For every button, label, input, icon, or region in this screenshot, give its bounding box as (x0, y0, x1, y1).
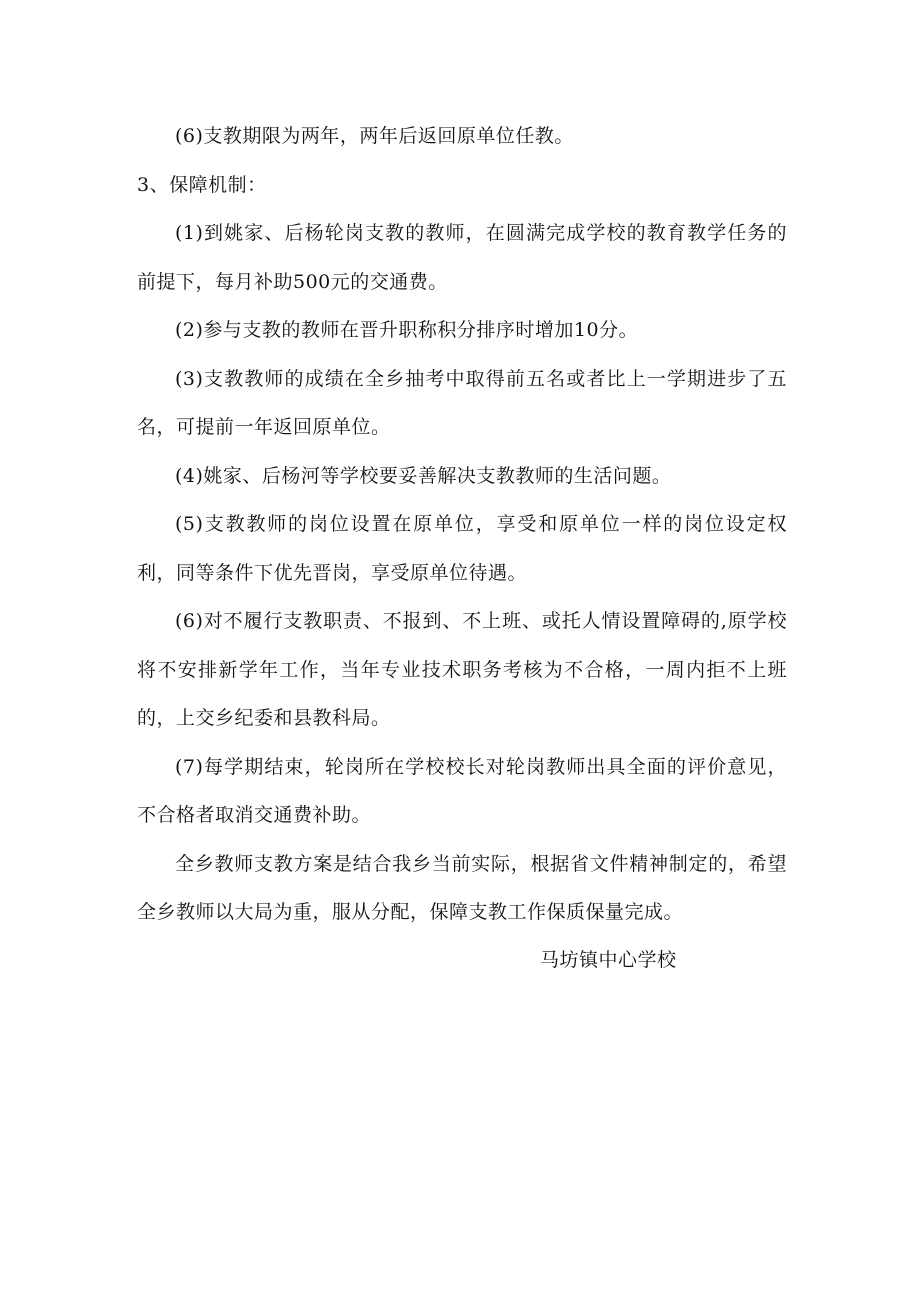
paragraph-post-setting: (5)支教教师的岗位设置在原单位，享受和原单位一样的岗位设定权利，同等条件下优先晋岗，享受原单位待遇。 (137, 513, 787, 584)
document-body (137, 112, 787, 937)
paragraph-penalties: (6)对不履行支教职责、不报到、不上班、或托人情设置障碍的,原学校将不安排新学年工作，当年专业技术职务考核为不合格，一周内拒不上班的，上交乡纪委和县教科局。 (137, 610, 787, 729)
paragraph-title-points: (2)参与支教的教师在晋升职称积分排序时增加10分。 (175, 319, 639, 341)
section-heading-guarantee: 3、保障机制： (137, 173, 267, 196)
paragraph-term-limit: (6)支教期限为两年，两年后返回原单位任教。 (175, 125, 574, 147)
paragraph-conclusion: 全乡教师支教方案是结合我乡当前实际，根据省文件精神制定的，希望全乡教师以大局为重，服从分配，保障支教工作保质保量完成。 (137, 852, 787, 923)
paragraph-transport-subsidy: (1)到姚家、后杨轮岗支教的教师，在圆满完成学校的教育教学任务的前提下，每月补助500元的交通费。 (137, 222, 787, 293)
paragraph-living-issues: (4)姚家、后杨河等学校要妥善解决支教教师的生活问题。 (175, 464, 672, 487)
signature-school-name: 马坊镇中心学校 (540, 949, 677, 971)
paragraph-early-return: (3)支教教师的成绩在全乡抽考中取得前五名或者比上一学期进步了五名，可提前一年返回原单位。 (137, 367, 787, 438)
paragraph-evaluation: (7)每学期结束，轮岗所在学校校长对轮岗教师出具全面的评价意见，不合格者取消交通费补助。 (137, 755, 787, 826)
